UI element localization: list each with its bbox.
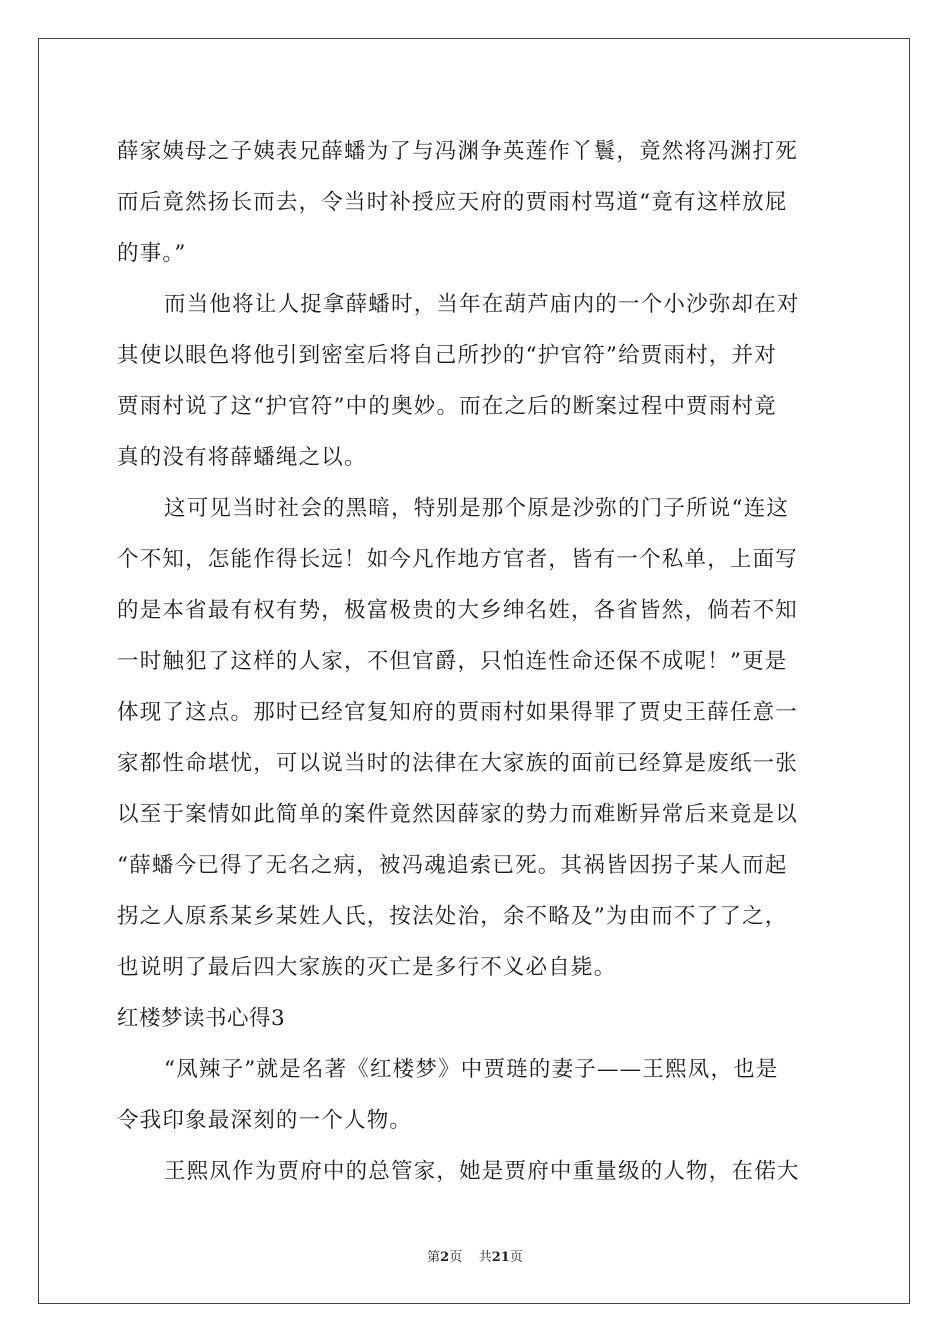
document-body — [117, 126, 833, 1197]
paragraph-line: 其使以眼色将他引到密室后将自己所抄的“护官符”给贾雨村，并对 — [117, 343, 777, 368]
footer-page-total: 21 — [491, 1250, 510, 1265]
footer-page-mid: 页 共 — [449, 1250, 492, 1265]
page-footer — [0, 1246, 950, 1265]
paragraph-line: 拐之人原系某乡某姓人氏，按法处治，余不略及”为由而不了了之， — [117, 904, 788, 929]
paragraph-line: 体现了这点。那时已经官复知府的贾雨村如果得罪了贾史王薛任意一 — [117, 700, 799, 725]
footer-page-suffix: 页 — [509, 1250, 523, 1265]
paragraph-line: 王熙凤作为贾府中的总管家，她是贾府中重量级的人物，在偌大 — [164, 1159, 800, 1184]
paragraph-line: 的是本省最有权有势，极富极贵的大乡绅名姓，各省皆然，倘若不知 — [117, 598, 799, 623]
paragraph-line: 的事。” — [117, 241, 187, 266]
footer-page-current: 2 — [440, 1250, 450, 1265]
paragraph-line: “薛蟠今已得了无名之病，被冯魂追索已死。其祸皆因拐子某人而起 — [117, 853, 788, 878]
paragraph-line: 而后竟然扬长而去，令当时补授应天府的贾雨村骂道“竟有这样放屁 — [117, 190, 788, 215]
paragraph-line: 贾雨村说了这“护官符”中的奥妙。而在之后的断案过程中贾雨村竟 — [117, 394, 777, 419]
paragraph-line: 一时触犯了这样的人家，不但官爵，只怕连性命还保不成呢！”更是 — [117, 649, 788, 674]
paragraph-line: 以至于案情如此简单的案件竟然因薛家的势力而难断异常后来竟是以 — [117, 802, 799, 827]
paragraph-line: 个不知，怎能作得长远！如今凡作地方官者，皆有一个私单，上面写 — [117, 547, 799, 572]
paragraph-line: 真的没有将薛蟠绳之以。 — [117, 445, 367, 470]
paragraph-line: 也说明了最后四大家族的灭亡是多行不义必自毙。 — [117, 955, 617, 980]
paragraph-line: 令我印象最深刻的一个人物。 — [117, 1108, 413, 1133]
paragraph-line: 家都性命堪忧，可以说当时的法律在大家族的面前已经算是废纸一张 — [117, 751, 799, 776]
section-heading: 红楼梦读书心得3 — [117, 1006, 286, 1031]
paragraph-line: 薛家姨母之子姨表兄薛蟠为了与冯渊争英莲作丫鬟，竟然将冯渊打死 — [117, 139, 799, 164]
paragraph-line: “凤辣子”就是名著《红楼梦》中贾琏的妻子——王熙凤，也是 — [164, 1057, 779, 1082]
paragraph-line: 而当他将让人捉拿薛蟠时，当年在葫芦庙内的一个小沙弥却在对 — [164, 292, 800, 317]
footer-page-prefix: 第 — [427, 1250, 441, 1265]
paragraph-line: 这可见当时社会的黑暗，特别是那个原是沙弥的门子所说“连这 — [164, 496, 790, 521]
